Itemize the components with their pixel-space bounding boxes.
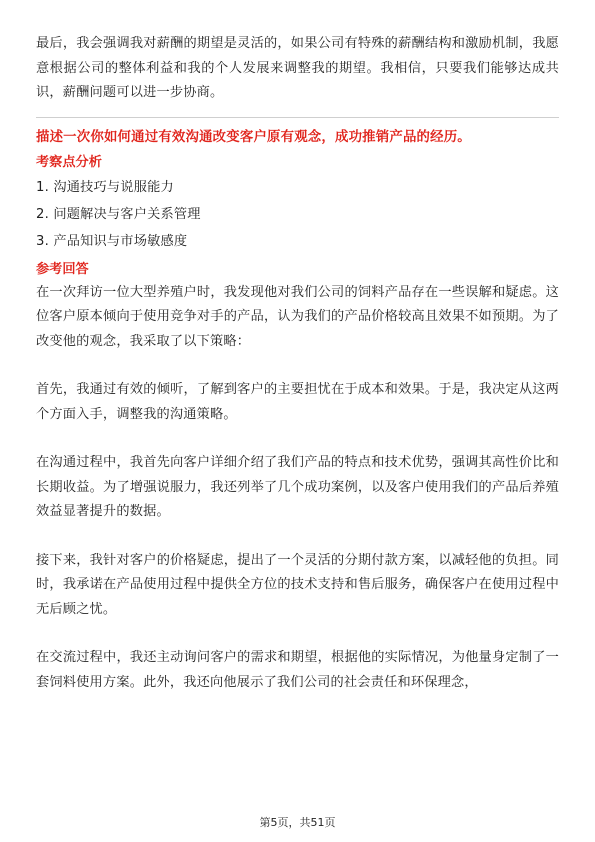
page-footer: 第5页，共51页: [259, 816, 336, 829]
analysis-item: 1. 沟通技巧与说服能力: [36, 179, 174, 195]
answer-heading: 参考回答: [36, 261, 89, 277]
answer-paragraph: 在沟通过程中，我首先向客户详细介绍了我们产品的特点和技术优势，强调其高性价比和长期收益。为了增强说服力，我还列举了几个成功案例，以及客户使用我们的产品后养殖效益显著提升的数据。: [36, 455, 559, 519]
answer-paragraph: 接下来，我针对客户的价格疑虑，提出了一个灵活的分期付款方案，以减轻他的负担。同时，我承诺在产品使用过程中提供全方位的技术支持和售后服务，确保客户在使用过程中无后顾之忧。: [36, 552, 559, 617]
answer-paragraph: 在一次拜访一位大型养殖户时，我发现他对我们公司的饲料产品存在一些误解和疑虑。这位客户原本倾向于使用竞争对手的产品，认为我们的产品价格较高且效果不如预期。为了改变他的观念，我采取了以下策略：: [36, 284, 559, 349]
document-page: [36, 32, 559, 695]
intro-paragraph: 最后，我会强调我对薪酬的期望是灵活的，如果公司有特殊的薪酬结构和激励机制，我愿意根据公司的整体利益和我的个人发展来调整我的期望。我相信，只要我们能够达成共识，薪酬问题可以进一步协商。: [36, 36, 559, 100]
question-title: 描述一次你如何通过有效沟通改变客户原有观念，成功推销产品的经历。: [36, 129, 471, 145]
analysis-item: 2. 问题解决与客户关系管理: [36, 206, 201, 222]
analysis-heading: 考察点分析: [36, 154, 102, 170]
analysis-item: 3. 产品知识与市场敏感度: [36, 233, 188, 249]
answer-paragraph: 在交流过程中，我还主动询问客户的需求和期望，根据他的实际情况，为他量身定制了一套饲料使用方案。此外，我还向他展示了我们公司的社会责任和环保理念，: [36, 650, 559, 690]
section-divider: [36, 117, 559, 118]
answer-paragraph: 首先，我通过有效的倾听，了解到客户的主要担忧在于成本和效果。于是，我决定从这两个方面入手，调整我的沟通策略。: [36, 382, 559, 422]
